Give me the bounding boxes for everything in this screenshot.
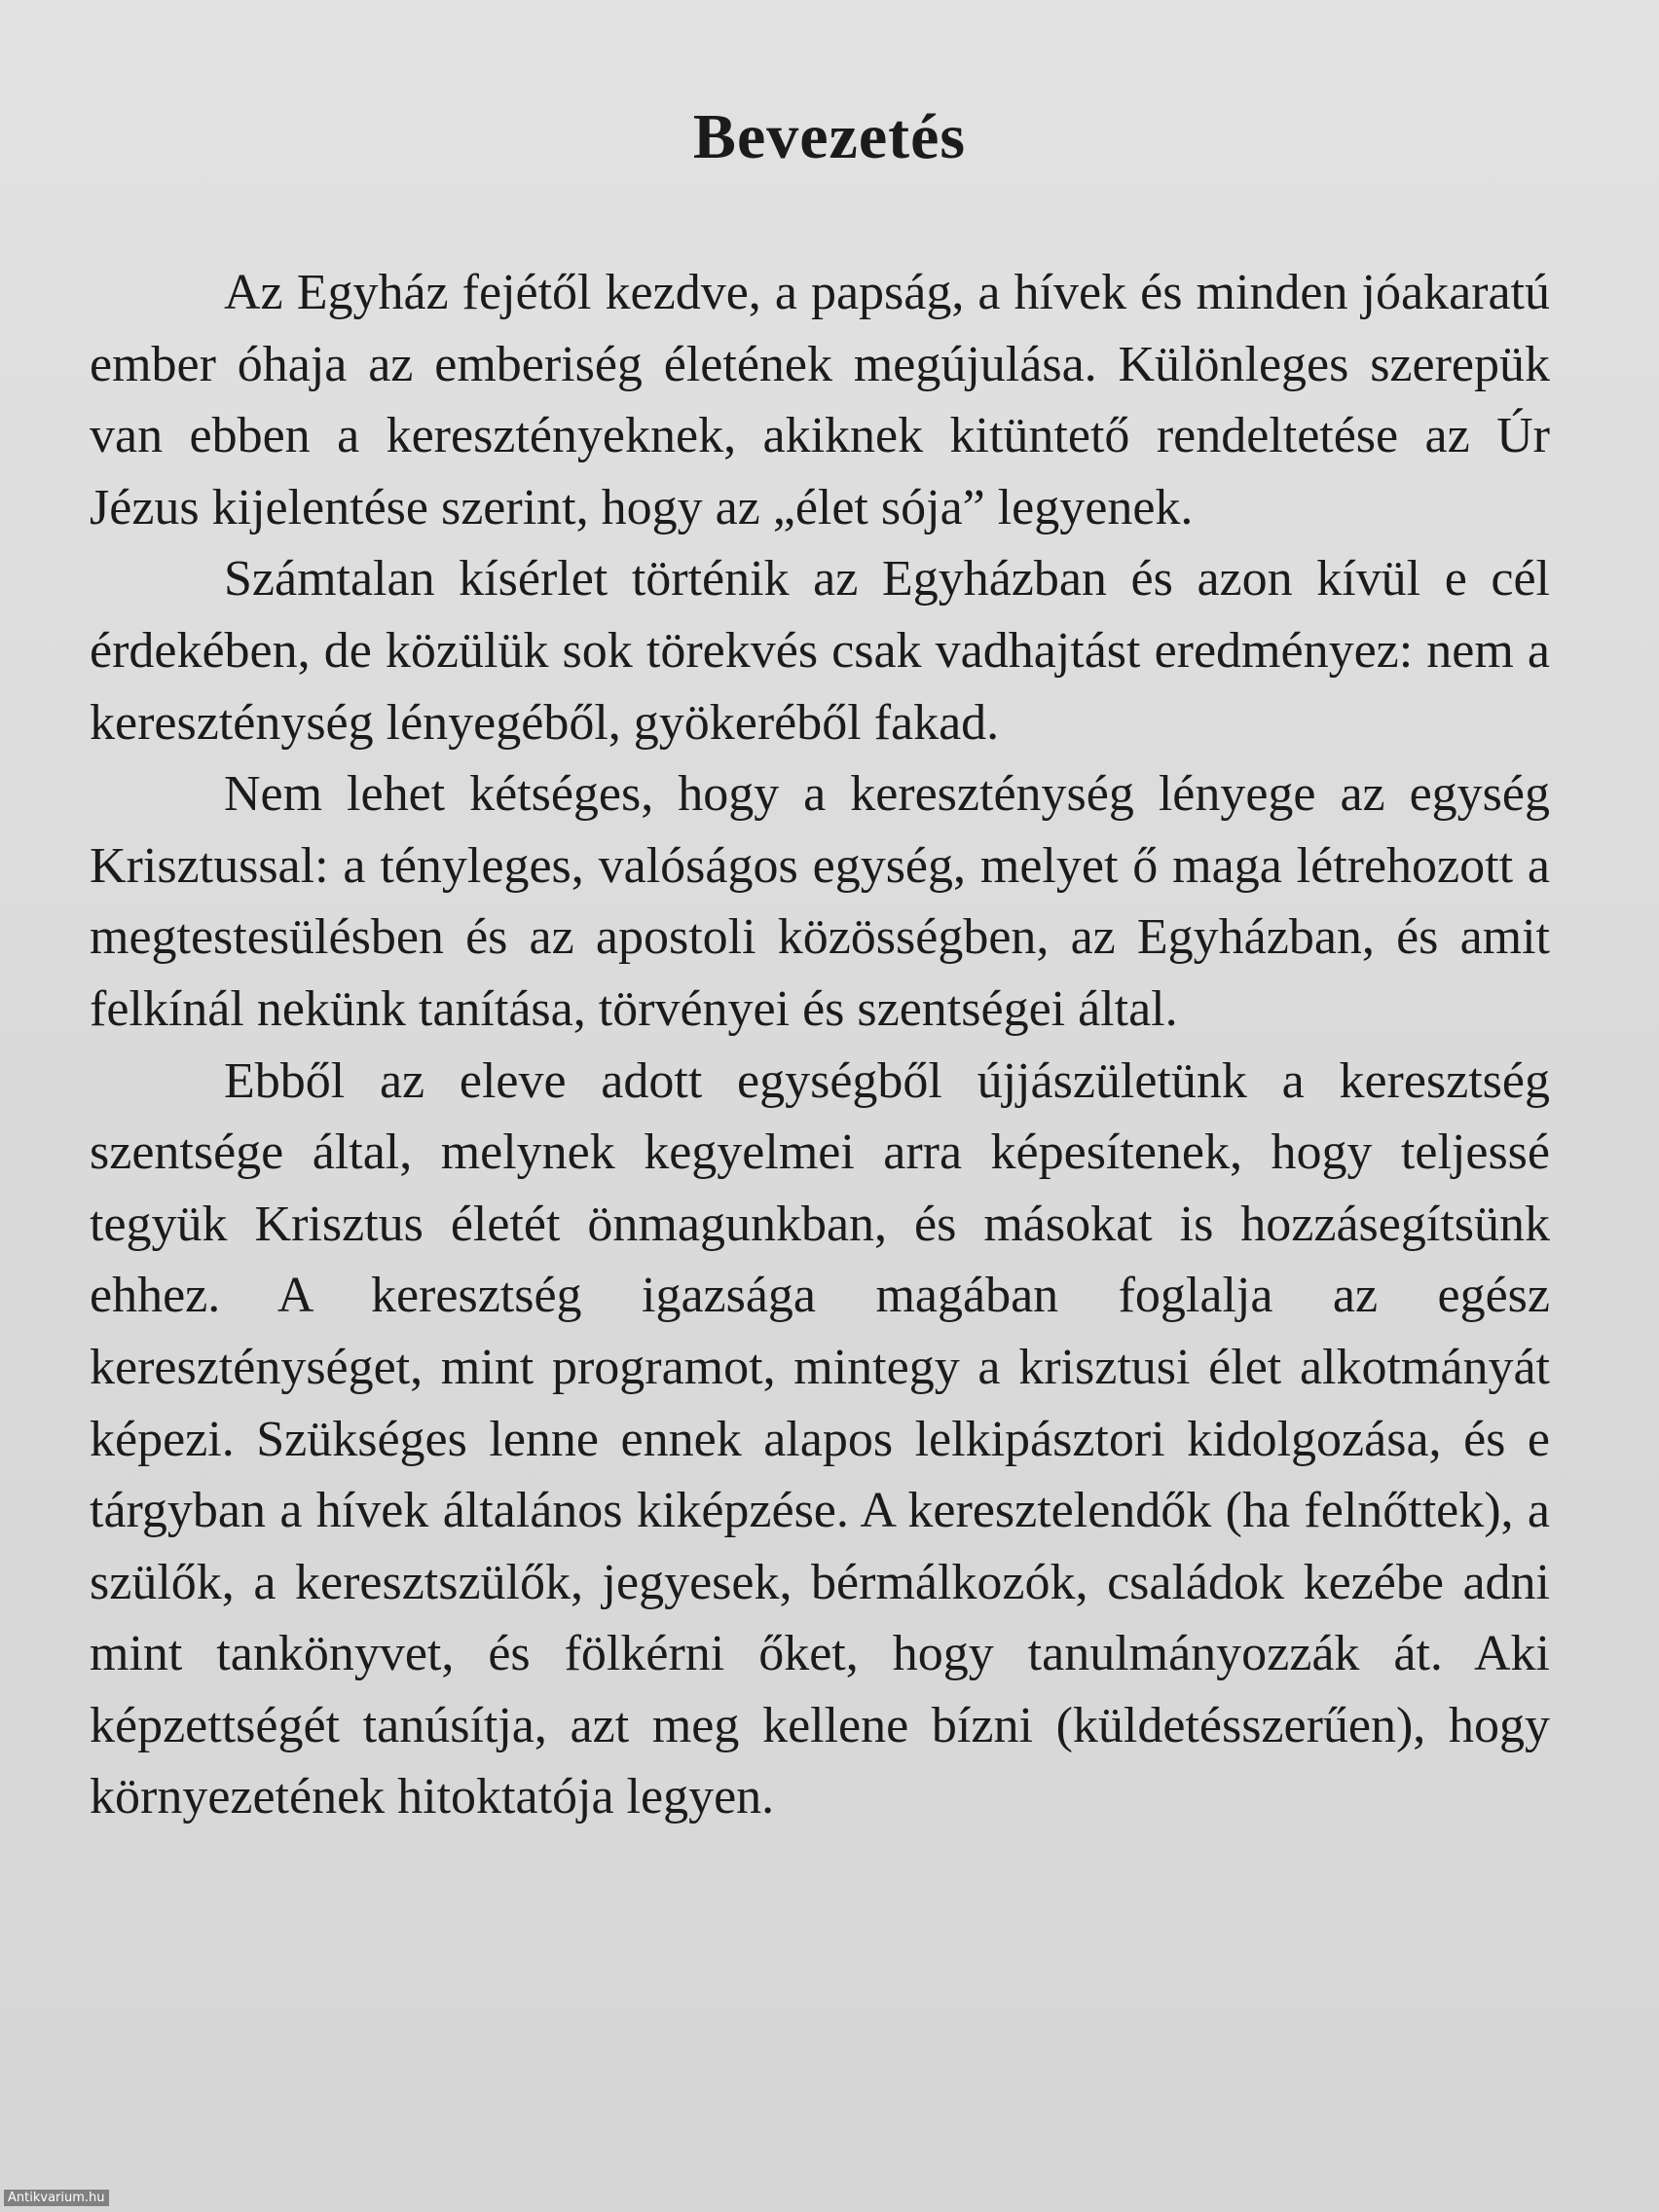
page-title: Bevezetés [692, 101, 967, 172]
paragraph-3: Nem lehet kétséges, hogy a kereszténység lényege az egység Krisztussal: a tényleges, valóságos egység, melyet ő maga létrehozott a megtestesülésben és az apostoli közösségben, az Egyházban, és amit felkínál nekünk tanítása, törvényei és szentségei által. [90, 766, 1550, 1037]
body-text [90, 257, 1550, 1833]
paragraph-2: Számtalan kísérlet történik az Egyházban és azon kívül e cél érdekében, de közülük sok törekvés csak vadhajtást eredményez: nem a kereszténység lényegéből, gyökeréből fakad. [90, 551, 1550, 751]
paragraph-4: Ebből az eleve adott egységből újjászületünk a keresztség szentsége által, melynek kegyelmei arra képesítenek, hogy teljessé tegyük Krisztus életét önmagunkban, és másokat is hozzásegítsünk ehhez. A keresztség igazsága magában foglalja az egész kereszténységet, mint programot, mintegy a krisztusi élet alkotmányát képezi. Szükséges lenne ennek alapos lelkipásztori kidolgozása, és e tárgyban a hívek általános kiképzése. A keresztelendők (ha felnőttek), a szülők, a keresztszülők, jegyesek, bérmálkozók, családok kezébe adni mint tankönyvet, és fölkérni őket, hogy tanulmányozzák át. Aki képzettségét tanúsítja, azt meg kellene bízni (küldetésszerűen), hogy környezetének hitoktatója legyen. [90, 1052, 1550, 1825]
paragraph-1: Az Egyház fejétől kezdve, a papság, a hívek és minden jóakaratú ember óhaja az emberiség életének megújulása. Különleges szerepük van ebben a keresztényeknek, akiknek kitüntető rendeltetése az Úr Jézus kijelentése szerint, hogy az „élet sója” legyenek. [90, 265, 1550, 535]
watermark-label: Antikvarium.hu [4, 2190, 109, 2206]
